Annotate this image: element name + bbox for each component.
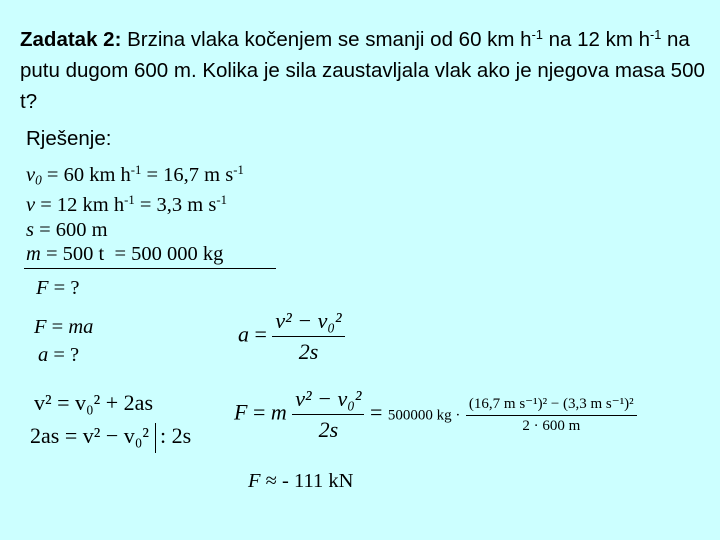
task-statement — [20, 24, 710, 117]
given-divider — [24, 268, 276, 269]
unknown-f: F = ? — [36, 277, 80, 299]
given-v0: $v_0 = 60$ km $h^{-1} = 16,7$ m $s^{-1}$ — [26, 163, 244, 188]
a-expression: a = $\frac{\text{v² − v₀²}}{2s}$ — [238, 308, 345, 365]
task-text-3: na putu dugom 600 m. Kolika je sila zaustavljala vlak ako je njegova masa 500 t? — [20, 28, 705, 113]
task-exp-2: -1 — [650, 27, 662, 43]
task-text-1: Brzina vlaka kočenjem se smanji od 60 km h — [121, 28, 532, 51]
given-m: m = 500 t = 500 000 kg — [26, 243, 224, 265]
solution-heading: Rješenje: — [26, 127, 112, 150]
derivation-line-1: v² = v₀² + 2as — [34, 390, 154, 415]
task-text-2: na 12 km h — [542, 28, 651, 51]
formula-f-ma: F = ma — [34, 316, 94, 338]
formula-a-unknown: a = ? — [38, 344, 80, 366]
result: F ≈ - 111 kN — [248, 470, 354, 492]
given-v: v = 12 km $h^{-1} = 3,3$ m $s^{-1}$ — [26, 193, 227, 216]
given-s: s = 600 m — [26, 219, 108, 241]
derivation-line-2: 2as = v² − v₀² : 2s — [30, 423, 191, 453]
task-label: Zadatak 2: — [20, 28, 122, 51]
f-expression: F = m $\frac{\text{v² − v₀²}}{2s}$ = 500000 kg · $\frac{\text{(16,7 m s⁻¹)² − (3,3 m s⁻¹)²}}{2 \cdot 600 m}$ — [234, 386, 637, 443]
task-exp-1: -1 — [531, 27, 543, 43]
